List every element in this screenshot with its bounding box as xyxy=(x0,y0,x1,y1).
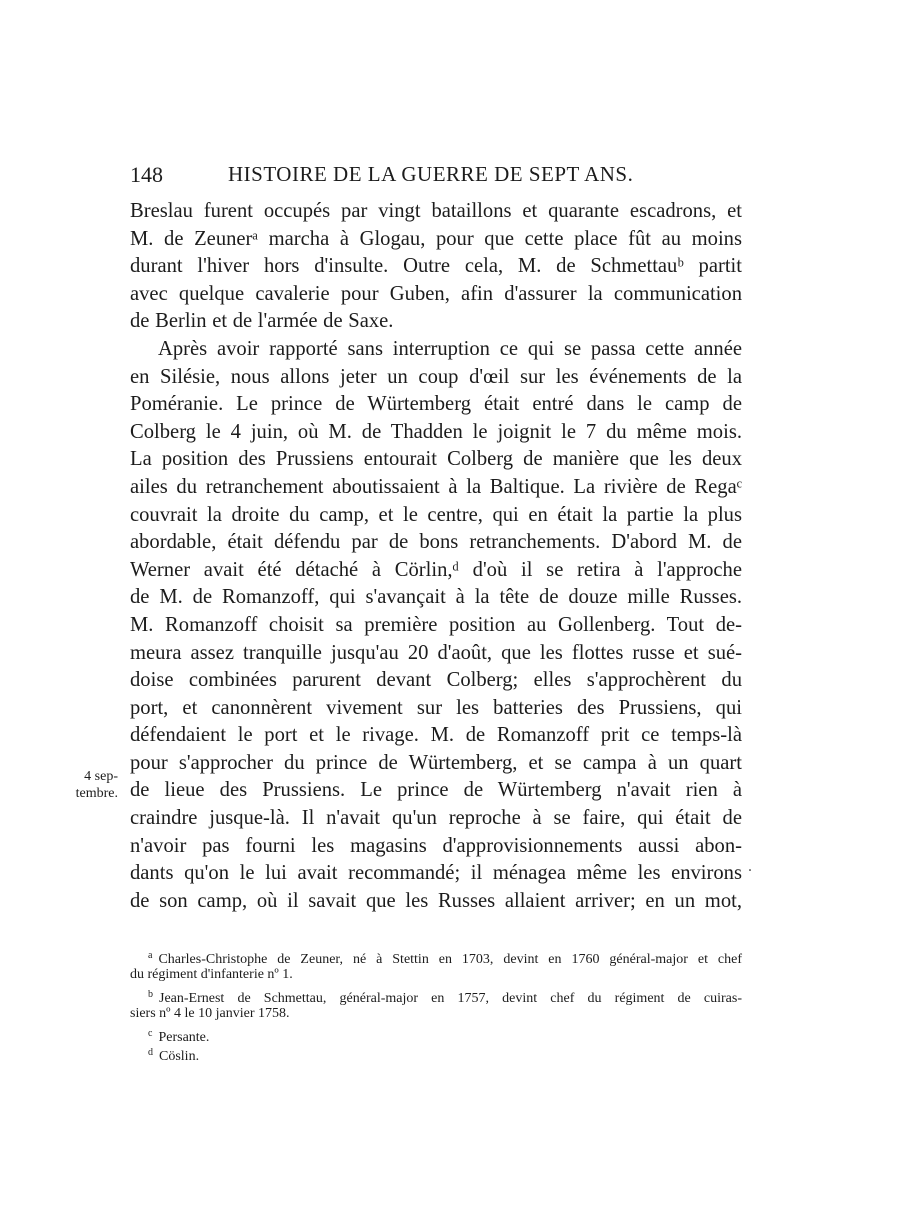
footnote-text: Persante. xyxy=(158,1029,210,1045)
text-line: de lieue des Prussiens. Le prince de Würtemberg n'avait rien à xyxy=(130,779,742,802)
text-line: pour s'approcher du prince de Würtemberg, et se campa à un quart xyxy=(130,751,742,774)
footnote-mark: b xyxy=(148,988,153,1000)
page-header xyxy=(130,162,742,188)
text-line: abordable, était défendu par de bons retranchements. D'abord M. de xyxy=(130,531,742,554)
text-line: Breslau furent occupés par vingt bataillons et quarante escadrons, et xyxy=(130,200,742,222)
footnote-line xyxy=(130,1043,742,1062)
text-line: Werner avait été détaché à Cörlin,ᵈ d'où il se retira à l'approche xyxy=(130,558,742,581)
text-line: n'avoir pas fourni les magasins d'approvisionnements aussi abon- xyxy=(130,834,742,857)
footnote-text: Jean-Ernest de Schmettau, général-major en 1757, devint chef du régiment de cuiras- xyxy=(159,990,742,1006)
margin-note-line: tembre. xyxy=(75,786,118,801)
footnote-line xyxy=(130,985,742,1004)
footnote-mark: d xyxy=(148,1046,153,1058)
text-line: ailes du retranchement aboutissaient à la Baltique. La rivière de Regaᶜ xyxy=(130,475,742,498)
margin-note-line: 4 sep- xyxy=(84,769,118,784)
text-line: Après avoir rapporté sans interruption ce qui se passa cette année xyxy=(158,337,742,360)
footnote-line xyxy=(130,946,742,965)
text-line: Poméranie. Le prince de Würtemberg était entré dans le camp de xyxy=(130,393,742,416)
text-line: La position des Prussiens entourait Colberg de manière que les deux xyxy=(130,448,742,471)
text-line: de son camp, où il savait que les Russes allaient arriver; en un mot, xyxy=(130,889,742,912)
body-text xyxy=(130,198,742,915)
stray-mark: . xyxy=(748,858,752,875)
text-line: doise combinées parurent devant Colberg; elles s'approchèrent du xyxy=(130,669,742,692)
text-line: avec quelque cavalerie pour Guben, afin d'assurer la communication xyxy=(130,282,742,305)
footnotes xyxy=(130,946,742,1062)
text-line: port, et canonnèrent vivement sur les batteries des Prussiens, qui xyxy=(130,696,742,719)
text-line: durant l'hiver hors d'insulte. Outre cela, M. de Schmettauᵇ partit xyxy=(130,255,742,278)
text-line: M. de Zeunerᵃ marcha à Glogau, pour que cette place fût au moins xyxy=(130,227,742,250)
page-number: 148 xyxy=(130,162,163,187)
footnote-line: siers nº 4 le 10 janvier 1758. xyxy=(130,1006,290,1022)
footnote-mark: c xyxy=(148,1027,153,1039)
text-line: craindre jusque-là. Il n'avait qu'un reproche à se faire, qui était de xyxy=(130,807,742,830)
text-line: en Silésie, nous allons jeter un coup d'œil sur les événements de la xyxy=(130,365,742,388)
footnote-mark: a xyxy=(148,950,153,961)
footnote-text: Cöslin. xyxy=(159,1048,200,1064)
text-line: meura assez tranquille jusqu'au 20 d'août, que les flottes russe et sué- xyxy=(130,641,742,664)
text-line: dants qu'on le lui avait recommandé; il ménagea même les environs xyxy=(130,862,742,885)
footnote-line xyxy=(130,1024,742,1043)
text-line: couvrait la droite du camp, et le centre, qui en était la partie la plus xyxy=(130,503,742,526)
margin-note xyxy=(52,768,118,802)
text-line: Colberg le 4 juin, où M. de Thadden le joignit le 7 du même mois. xyxy=(130,420,742,443)
text-line: défendaient le port et le rivage. M. de Romanzoff prit ce temps-là xyxy=(130,724,742,747)
footnote-text: Charles-Christophe de Zeuner, né à Stettin en 1703, devint en 1760 général-major et chef xyxy=(158,952,742,967)
text-line: de M. de Romanzoff, qui s'avançait à la tête de douze mille Russes. xyxy=(130,586,742,609)
footnote-line: du régiment d'infanterie nº 1. xyxy=(130,967,293,983)
text-line: M. Romanzoff choisit sa première position au Gollenberg. Tout de- xyxy=(130,613,742,636)
text-line: de Berlin et de l'armée de Saxe. xyxy=(130,310,394,333)
running-title: HISTOIRE DE LA GUERRE DE SEPT ANS. xyxy=(228,162,634,186)
